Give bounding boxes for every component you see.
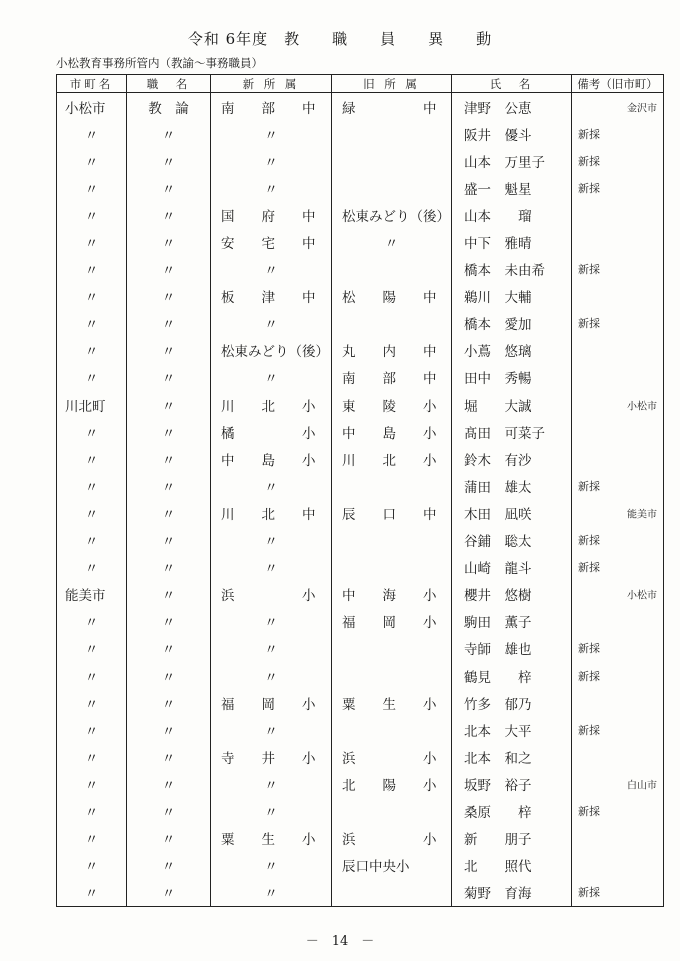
cell-old-school (332, 256, 452, 283)
table-row (57, 743, 664, 770)
cell-position: 〃 (127, 337, 211, 364)
cell-old-school (332, 797, 452, 824)
cell-city: 〃 (57, 120, 127, 147)
table-row (57, 391, 664, 418)
cell-position: 〃 (127, 445, 211, 472)
cell-position: 〃 (127, 716, 211, 743)
table-row (57, 147, 664, 174)
cell-note (572, 825, 664, 852)
note-new-hire: 新採 (578, 263, 600, 277)
cell-position: 〃 (127, 554, 211, 581)
cell-note (572, 743, 664, 770)
table-row (57, 635, 664, 662)
cell-old-school (332, 635, 452, 662)
cell-position: 〃 (127, 825, 211, 852)
cell-old-school: 中 島 小 (332, 418, 452, 445)
cell-new-school: 〃 (211, 554, 332, 581)
cell-name: 田中 秀暢 (452, 364, 572, 391)
cell-city: 〃 (57, 743, 127, 770)
cell-old-school (332, 174, 452, 201)
cell-old-school (332, 472, 452, 499)
cell-new-school: 粟 生 小 (211, 825, 332, 852)
cell-note (572, 93, 664, 121)
cell-city: 〃 (57, 554, 127, 581)
table-row (57, 120, 664, 147)
note-former-city: 小松市 (627, 401, 657, 413)
cell-position: 〃 (127, 283, 211, 310)
cell-new-school: 川 北 中 (211, 499, 332, 526)
cell-position: 教 論 (127, 93, 211, 121)
table-row (57, 174, 664, 201)
cell-city: 〃 (57, 201, 127, 228)
note-new-hire: 新採 (578, 804, 600, 818)
cell-new-school: 国 府 中 (211, 201, 332, 228)
cell-position: 〃 (127, 310, 211, 337)
cell-note (572, 391, 664, 418)
table-row (57, 201, 664, 228)
cell-note (572, 716, 664, 743)
table-row (57, 554, 664, 581)
cell-old-school (332, 527, 452, 554)
cell-new-school: 〃 (211, 147, 332, 174)
cell-old-school: 辰口中央小 (332, 852, 452, 879)
cell-position: 〃 (127, 662, 211, 689)
note-new-hire: 新採 (578, 181, 600, 195)
cell-new-school: 中 島 小 (211, 445, 332, 472)
cell-name: 桑原 梓 (452, 797, 572, 824)
cell-old-school: 緑 中 (332, 93, 452, 121)
cell-note (572, 120, 664, 147)
note-new-hire: 新採 (578, 154, 600, 168)
cell-old-school: 南 部 中 (332, 364, 452, 391)
cell-old-school: 川 北 小 (332, 445, 452, 472)
cell-position: 〃 (127, 852, 211, 879)
cell-city: 〃 (57, 716, 127, 743)
cell-note (572, 527, 664, 554)
cell-city: 〃 (57, 147, 127, 174)
note-former-city: 能美市 (627, 509, 657, 521)
cell-name: 中下 雅晴 (452, 228, 572, 255)
cell-new-school: 〃 (211, 797, 332, 824)
cell-new-school: 〃 (211, 364, 332, 391)
cell-name: 蒲田 雄太 (452, 472, 572, 499)
cell-old-school: 中 海 小 (332, 581, 452, 608)
cell-old-school: 松 陽 中 (332, 283, 452, 310)
cell-new-school: 〃 (211, 527, 332, 554)
cell-old-school: 北 陽 小 (332, 770, 452, 797)
note-new-hire: 新採 (578, 723, 600, 737)
cell-old-school (332, 554, 452, 581)
cell-new-school: 寺 井 小 (211, 743, 332, 770)
cell-name: 鶴見 梓 (452, 662, 572, 689)
cell-city: 〃 (57, 635, 127, 662)
cell-city: 〃 (57, 310, 127, 337)
cell-city: 川北町 (57, 391, 127, 418)
cell-old-school: 浜 小 (332, 825, 452, 852)
cell-note (572, 445, 664, 472)
note-new-hire: 新採 (578, 479, 600, 493)
cell-name: 竹多 郁乃 (452, 689, 572, 716)
table-row (57, 256, 664, 283)
cell-old-school: 辰 口 中 (332, 499, 452, 526)
cell-city: 〃 (57, 364, 127, 391)
cell-old-school (332, 879, 452, 907)
cell-note (572, 283, 664, 310)
cell-old-school: 〃 (332, 228, 452, 255)
cell-new-school: 〃 (211, 852, 332, 879)
cell-city: 〃 (57, 337, 127, 364)
note-new-hire: 新採 (578, 642, 600, 656)
cell-old-school: 福 岡 小 (332, 608, 452, 635)
cell-city: 〃 (57, 608, 127, 635)
cell-new-school: 川 北 小 (211, 391, 332, 418)
note-new-hire: 新採 (578, 561, 600, 575)
cell-old-school: 浜 小 (332, 743, 452, 770)
cell-city: 〃 (57, 770, 127, 797)
cell-position: 〃 (127, 256, 211, 283)
cell-note (572, 608, 664, 635)
header-new-school: 新 所 属 (211, 75, 332, 93)
cell-position: 〃 (127, 228, 211, 255)
cell-note (572, 310, 664, 337)
cell-new-school: 〃 (211, 635, 332, 662)
cell-old-school (332, 147, 452, 174)
table-row (57, 499, 664, 526)
cell-name: 盛一 魁星 (452, 174, 572, 201)
section-subtitle: 小松教育事務所管内（教諭〜事務職員） (56, 56, 263, 70)
cell-note (572, 797, 664, 824)
table-row (57, 283, 664, 310)
cell-city: 〃 (57, 879, 127, 907)
cell-new-school: 板 津 中 (211, 283, 332, 310)
cell-note (572, 879, 664, 907)
cell-city: 〃 (57, 499, 127, 526)
cell-position: 〃 (127, 770, 211, 797)
cell-position: 〃 (127, 581, 211, 608)
cell-name: 北本 和之 (452, 743, 572, 770)
table-row (57, 472, 664, 499)
cell-new-school: 〃 (211, 662, 332, 689)
cell-position: 〃 (127, 527, 211, 554)
cell-new-school: 浜 小 (211, 581, 332, 608)
cell-note (572, 418, 664, 445)
table-row (57, 445, 664, 472)
table-row (57, 93, 664, 121)
cell-position: 〃 (127, 689, 211, 716)
cell-new-school: 〃 (211, 310, 332, 337)
cell-note (572, 554, 664, 581)
cell-new-school: 〃 (211, 770, 332, 797)
cell-name: 鈴木 有沙 (452, 445, 572, 472)
page-number: － 14 － (305, 934, 375, 949)
cell-note (572, 364, 664, 391)
cell-name: 津野 公恵 (452, 93, 572, 121)
cell-note (572, 337, 664, 364)
cell-city: 〃 (57, 256, 127, 283)
table-row (57, 879, 664, 907)
personnel-transfer-table (56, 74, 664, 907)
cell-note (572, 635, 664, 662)
table-row (57, 364, 664, 391)
cell-position: 〃 (127, 743, 211, 770)
header-name: 氏 名 (452, 75, 572, 93)
note-former-city: 金沢市 (627, 103, 657, 115)
cell-new-school: 安 宅 中 (211, 228, 332, 255)
cell-position: 〃 (127, 635, 211, 662)
cell-position: 〃 (127, 608, 211, 635)
cell-note (572, 770, 664, 797)
cell-city: 能美市 (57, 581, 127, 608)
table-row (57, 825, 664, 852)
cell-old-school: 松東みどり（後） (332, 201, 452, 228)
cell-note (572, 472, 664, 499)
cell-name: 阪井 優斗 (452, 120, 572, 147)
cell-note (572, 228, 664, 255)
cell-note (572, 499, 664, 526)
note-new-hire: 新採 (578, 669, 600, 683)
table-row (57, 797, 664, 824)
page-title: 令和 6年度 教 職 員 異 動 (187, 30, 493, 48)
cell-position: 〃 (127, 797, 211, 824)
cell-city: 〃 (57, 418, 127, 445)
cell-name: 髙田 可菜子 (452, 418, 572, 445)
cell-new-school: 福 岡 小 (211, 689, 332, 716)
table-row (57, 662, 664, 689)
cell-city: 〃 (57, 174, 127, 201)
cell-new-school: 〃 (211, 174, 332, 201)
cell-name: 堀 大誠 (452, 391, 572, 418)
table-row (57, 337, 664, 364)
cell-name: 櫻井 悠樹 (452, 581, 572, 608)
cell-note (572, 662, 664, 689)
cell-name: 橋本 愛加 (452, 310, 572, 337)
table-row (57, 310, 664, 337)
table-row (57, 608, 664, 635)
cell-city: 〃 (57, 445, 127, 472)
cell-new-school: 松東みどり（後） (211, 337, 332, 364)
cell-position: 〃 (127, 418, 211, 445)
cell-name: 駒田 薫子 (452, 608, 572, 635)
table-row (57, 527, 664, 554)
cell-name: 橋本 未由希 (452, 256, 572, 283)
cell-position: 〃 (127, 499, 211, 526)
cell-city: 〃 (57, 527, 127, 554)
cell-city: 〃 (57, 662, 127, 689)
cell-position: 〃 (127, 364, 211, 391)
table-row (57, 581, 664, 608)
cell-city: 小松市 (57, 93, 127, 121)
cell-note (572, 581, 664, 608)
cell-name: 鵜川 大輔 (452, 283, 572, 310)
cell-note (572, 852, 664, 879)
table-row (57, 852, 664, 879)
cell-position: 〃 (127, 174, 211, 201)
cell-name: 木田 凪咲 (452, 499, 572, 526)
table-row (57, 418, 664, 445)
cell-position: 〃 (127, 120, 211, 147)
cell-new-school: 〃 (211, 120, 332, 147)
cell-old-school: 東 陵 小 (332, 391, 452, 418)
header-city: 市町名 (57, 75, 127, 93)
cell-new-school: 〃 (211, 472, 332, 499)
cell-position: 〃 (127, 147, 211, 174)
cell-city: 〃 (57, 825, 127, 852)
cell-city: 〃 (57, 472, 127, 499)
cell-position: 〃 (127, 391, 211, 418)
cell-old-school (332, 716, 452, 743)
cell-city: 〃 (57, 852, 127, 879)
table-header-row (57, 75, 664, 93)
cell-name: 北 照代 (452, 852, 572, 879)
cell-old-school: 粟 生 小 (332, 689, 452, 716)
cell-new-school: 〃 (211, 256, 332, 283)
cell-name: 坂野 裕子 (452, 770, 572, 797)
note-new-hire: 新採 (578, 886, 600, 900)
header-note: 備考（旧市町） (572, 75, 664, 93)
cell-old-school (332, 662, 452, 689)
cell-name: 山本 万里子 (452, 147, 572, 174)
cell-city: 〃 (57, 228, 127, 255)
cell-name: 小蔦 悠璃 (452, 337, 572, 364)
cell-name: 新 朋子 (452, 825, 572, 852)
cell-new-school: 南 部 中 (211, 93, 332, 121)
cell-name: 谷鋪 聡太 (452, 527, 572, 554)
header-position: 職 名 (127, 75, 211, 93)
cell-note (572, 256, 664, 283)
cell-new-school: 〃 (211, 716, 332, 743)
cell-name: 寺師 雄也 (452, 635, 572, 662)
cell-name: 山崎 龍斗 (452, 554, 572, 581)
cell-name: 山本 瑠 (452, 201, 572, 228)
table-row (57, 228, 664, 255)
cell-city: 〃 (57, 283, 127, 310)
header-old-school: 旧 所 属 (332, 75, 452, 93)
cell-name: 北本 大平 (452, 716, 572, 743)
table-row (57, 689, 664, 716)
note-former-city: 白山市 (627, 780, 657, 792)
cell-note (572, 689, 664, 716)
cell-new-school: 橘 小 (211, 418, 332, 445)
cell-city: 〃 (57, 689, 127, 716)
table-row (57, 716, 664, 743)
cell-old-school (332, 310, 452, 337)
cell-note (572, 201, 664, 228)
note-new-hire: 新採 (578, 317, 600, 331)
cell-note (572, 147, 664, 174)
note-former-city: 小松市 (627, 590, 657, 602)
table-row (57, 770, 664, 797)
cell-old-school: 丸 内 中 (332, 337, 452, 364)
cell-position: 〃 (127, 472, 211, 499)
cell-note (572, 174, 664, 201)
cell-position: 〃 (127, 879, 211, 907)
note-new-hire: 新採 (578, 534, 600, 548)
note-new-hire: 新採 (578, 127, 600, 141)
cell-name: 菊野 育海 (452, 879, 572, 907)
cell-old-school (332, 120, 452, 147)
cell-new-school: 〃 (211, 608, 332, 635)
cell-new-school: 〃 (211, 879, 332, 907)
cell-position: 〃 (127, 201, 211, 228)
cell-city: 〃 (57, 797, 127, 824)
